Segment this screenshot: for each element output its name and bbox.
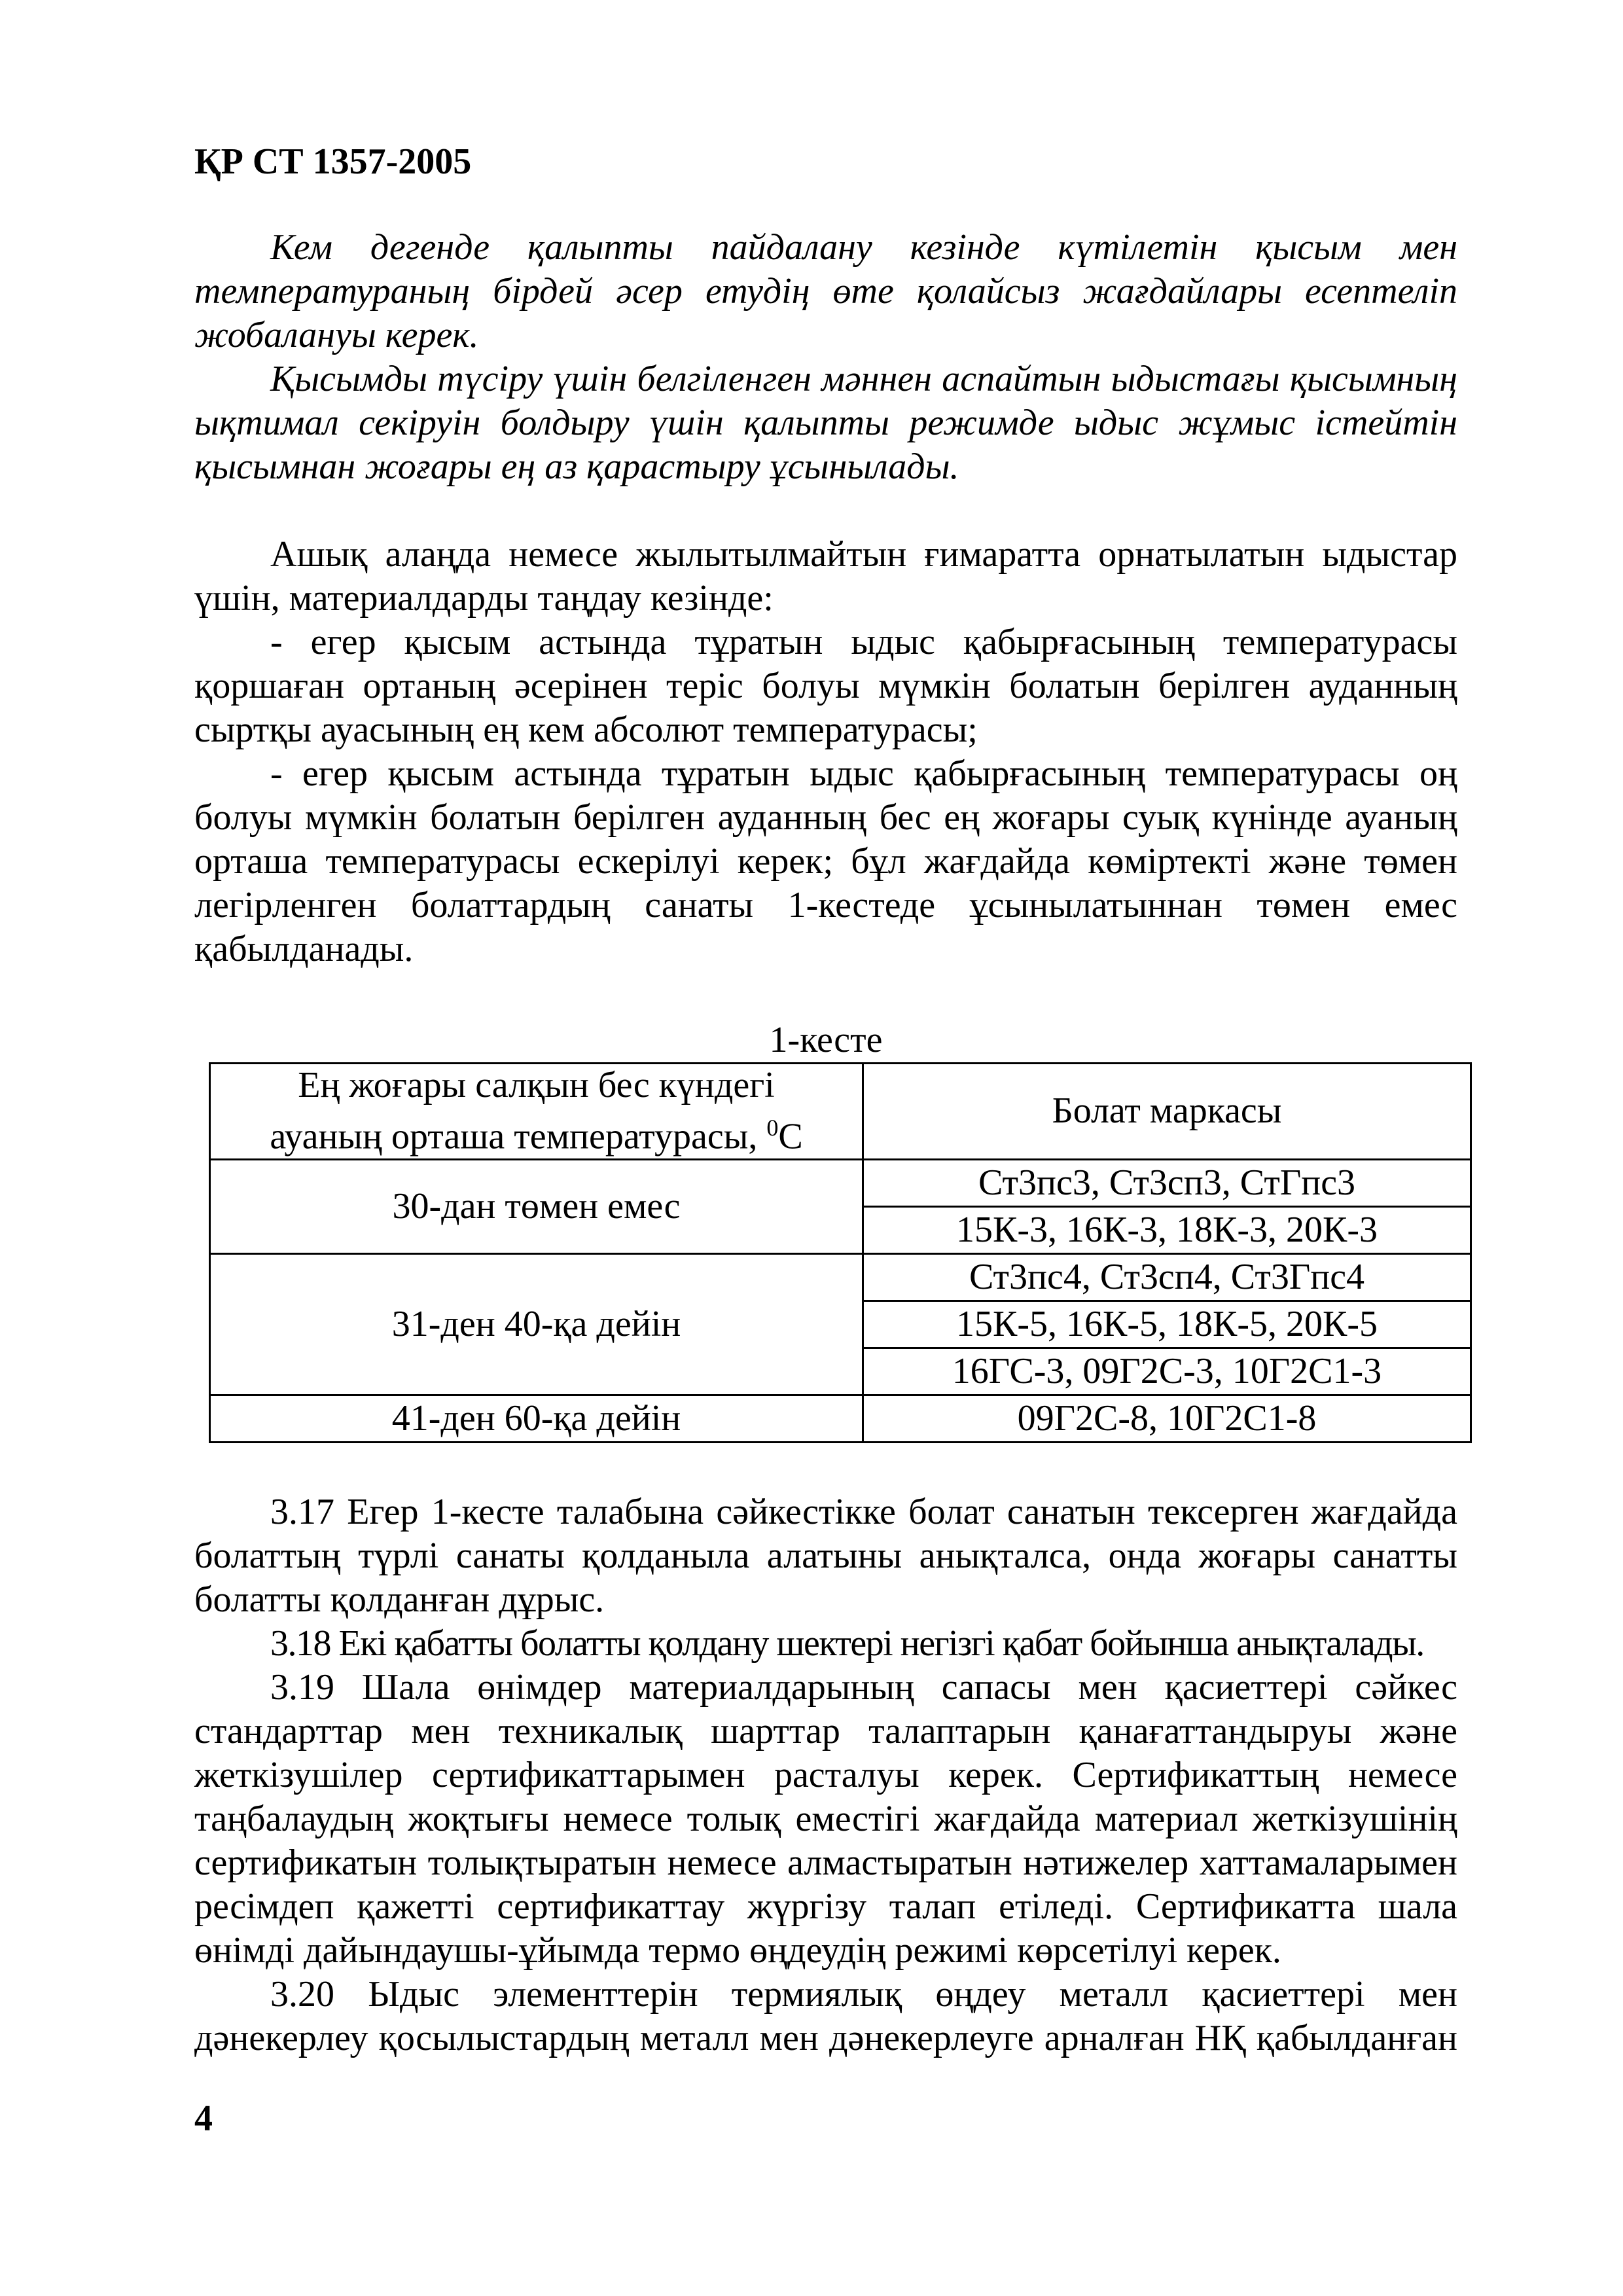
range-cell: 31-ден 40-қа дейін [210,1253,863,1395]
page-number: 4 [194,2098,213,2139]
range-cell: 30-дан төмен емес [210,1159,863,1253]
italic-paragraph: Кем дегенде қалыпты пайдалану кезінде күтілетін қысым мен температураның бірдей әсер етудің өте қолайсыз жағдайлары есептеліп жобалануы керек. [194,227,1457,355]
table-row [210,1253,1471,1300]
section-3-17: 3.17 Егер 1-кесте талабына сәйкестікке болат санатын тексерген жағдайда болаттың түрлі санаты қолданыла алатыны анықталса, онда жоғары санатты болатты қолданған дұрыс. [194,1491,1457,1620]
table-header-row [210,1064,1471,1160]
page-content [194,226,1457,2060]
grade-cell: Ст3пс4, Ст3сп4, Ст3Гпс4 [863,1253,1471,1300]
degree-superscript: 0 [766,1115,779,1141]
grade-cell: 16ГС-3, 09Г2С-3, 10Г2С1-3 [863,1348,1471,1395]
header-temperature-line2: ауаның орташа температурасы, [270,1116,758,1157]
header-steel-grade: Болат маркасы [863,1064,1471,1160]
range-cell: 41-ден 60-қа дейін [210,1395,863,1442]
body-paragraph: - егер қысым астында тұратын ыдыс қабырғасының температурасы оң болуы мүмкін болатын берілген ауданның бес ең жоғары суық күнінде ауаның орташа температурасы ескерілуі керек; бұл жағдайда көміртекті және төмен легірленген болаттардың санаты 1-кестеде ұсынылатыннан төмен емес қабылданады. [194,753,1457,969]
temperature-unit: С [778,1116,803,1157]
table-row [210,1159,1471,1206]
sections [194,1490,1457,2060]
grade-cell: 15К-3, 16К-3, 18К-3, 20К-3 [863,1206,1471,1253]
section-3-20: 3.20 Ыдыс элементтерін термиялық өңдеу металл қасиеттері мен дәнекерлеу қосылыстардың металл мен дәнекерлеуге арналған НҚ қабылданған [194,1973,1457,2058]
body-text [194,533,1457,971]
body-paragraph: - егер қысым астында тұратын ыдыс қабырғасының температурасы қоршаған ортаның әсерінен теріс болуы мүмкін болатын берілген ауданның сыртқы ауасының ең кем абсолют температурасы; [194,622,1457,750]
body-paragraph: Ашық алаңда немесе жылытылмайтын ғимаратта орнатылатын ыдыстар үшін, материалдарды таңдау кезінде: [194,534,1457,619]
italic-notes [194,226,1457,489]
section-3-19: 3.19 Шала өнімдер материалдарының сапасы мен қасиеттері сәйкес стандарттар мен техникалық шарттар талаптарын қанағаттандыруы және жеткізушілер сертификаттарымен расталуы керек. Сертификаттың немесе таңбалаудың жоқтығы немесе толық еместігі жағдайда материал жеткізушінің сертификатын толықтыратын немесе алмастыратын нәтижелер хаттамаларымен ресімдеп қажетті сертификаттау жүргізу талап етіледі. Сертификатта шала өнімді дайындаушы-ұйымда термо өңдеудің режимі көрсетілуі керек. [194,1666,1457,1971]
section-3-18: 3.18 Екі қабатты болатты қолдану шектері негізгі қабат бойынша анықталады. [270,1623,1424,1664]
italic-paragraph: Қысымды түсіру үшін белгіленген мәннен аспайтын ыдыстағы қысымның ықтимал секіруін болдыру үшін қалыпты режимде ыдыс жұмыс істейтін қысымнан жоғары ең аз қарастыру ұсынылады. [194,359,1457,487]
grade-cell: 15К-5, 16К-5, 18К-5, 20К-5 [863,1300,1471,1348]
steel-grade-table [209,1062,1472,1443]
table-row [210,1395,1471,1442]
header-temperature-line1: Ең жоғары салқын бес күндегі [298,1065,775,1105]
document-code-header: ҚР СТ 1357-2005 [194,141,472,182]
table-caption: 1-кесте [769,1020,883,1060]
grade-cell: 09Г2С-8, 10Г2С1-8 [863,1395,1471,1442]
grade-cell: Ст3пс3, Ст3сп3, СтГпс3 [863,1159,1471,1206]
header-temperature [210,1064,863,1160]
